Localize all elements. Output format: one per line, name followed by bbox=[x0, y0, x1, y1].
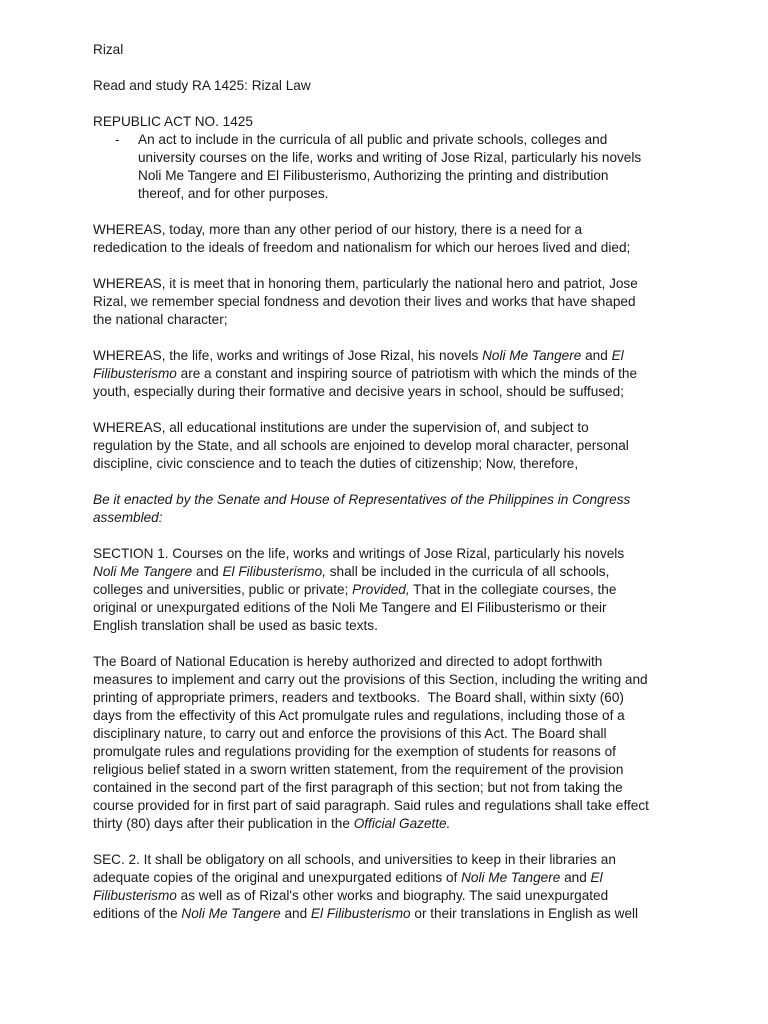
novel-title: Noli Me Tangere bbox=[461, 870, 561, 885]
novel-title: Filibusterismo bbox=[93, 366, 177, 381]
act-title-text: An act to include in the curricula of all public and private schools, colleges and university courses on the life, works and writing of Jose Rizal, particularly his novels Noli Me Tangere and El Filibusterismo, Authorizing the printing and distribution thereof, and for other purposes. bbox=[138, 132, 642, 201]
proviso-term: Provided, bbox=[352, 582, 410, 597]
section-1: SECTION 1. Courses on the life, works and writings of Jose Rizal, particularly his novels Noli Me Tangere and El Filibusterismo, shall be included in the curricula of all schools, colleges and universities, public or private; Provided, That in the collegiate courses, the original or unexpurgated editions of the Noli Me Tangere and El Filibusterismo or their English translation shall be used as basic texts. bbox=[93, 546, 625, 633]
whereas-clause-4: WHEREAS, all educational institutions are under the supervision of, and subject to regulation by the State, and all schools are enjoined to develop moral character, personal discipline, civic conscience and to teach the duties of citizenship; Now, therefore, bbox=[93, 420, 629, 471]
document-page bbox=[93, 41, 678, 923]
intro-line: Read and study RA 1425: Rizal Law bbox=[93, 78, 311, 93]
board-paragraph: The Board of National Education is hereby authorized and directed to adopt forthwith measures to implement and carry out the provisions of this Section, including the writing and printing of appropriate primers, readers and textbooks. The Board shall, within sixty (60) days from the effectivity of this Act promulgate rules and regulations, including those of a disciplinary nature, to carry out and enforce the provisions of this Act. The Board shall promulgate rules and regulations providing for the exemption of students for reasons of religious belief stated in a sworn written statement, from the requirement of the provision contained in the second part of the first paragraph of this section; but not from taking the course provided for in first part of said paragraph. Said rules and regulations shall take effect thirty (80) days after their publication in the Official Gazette. bbox=[93, 654, 649, 831]
publication-title: Official Gazette. bbox=[353, 816, 451, 831]
novel-title: Filibusterismo bbox=[93, 888, 177, 903]
document-title: Rizal bbox=[93, 42, 124, 57]
section-2: SEC. 2. It shall be obligatory on all schools, and universities to keep in their libraries an adequate copies of the original and unexpurgated editions of Noli Me Tangere and El Filibusterismo as well as of Rizal's other works and biography. The said unexpurgated editions of the Noli Me Tangere and El Filibusterismo or their translations in English as well bbox=[93, 852, 639, 921]
novel-title: Noli Me Tangere bbox=[93, 564, 193, 579]
enacting-clause: Be it enacted by the Senate and House of Representatives of the Philippines in Congress assembled: bbox=[93, 492, 631, 525]
novel-title: El bbox=[611, 348, 624, 363]
whereas-clause-1: WHEREAS, today, more than any other period of our history, there is a need for a rededication to the ideals of freedom and nationalism for which our heroes lived and died; bbox=[93, 222, 631, 255]
whereas-clause-2: WHEREAS, it is meet that in honoring them, particularly the national hero and patriot, Jose Rizal, we remember special fondness and devotion their lives and works that have shaped the national character; bbox=[93, 276, 638, 327]
novel-title: El Filibusterismo, bbox=[222, 564, 326, 579]
novel-title: Noli Me Tangere bbox=[181, 906, 281, 921]
bullet-dash: - bbox=[115, 132, 120, 147]
novel-title: El Filibusterismo bbox=[310, 906, 411, 921]
novel-title: El bbox=[590, 870, 603, 885]
whereas-clause-3: WHEREAS, the life, works and writings of Jose Rizal, his novels Noli Me Tangere and El Filibusterismo are a constant and inspiring source of patriotism with which the minds of the youth, especially during their formative and decisive years in school, should be suffused; bbox=[93, 348, 638, 399]
act-heading: REPUBLIC ACT NO. 1425 bbox=[93, 114, 253, 129]
act-title-list-item bbox=[93, 131, 678, 203]
novel-title: Noli Me Tangere bbox=[482, 348, 582, 363]
